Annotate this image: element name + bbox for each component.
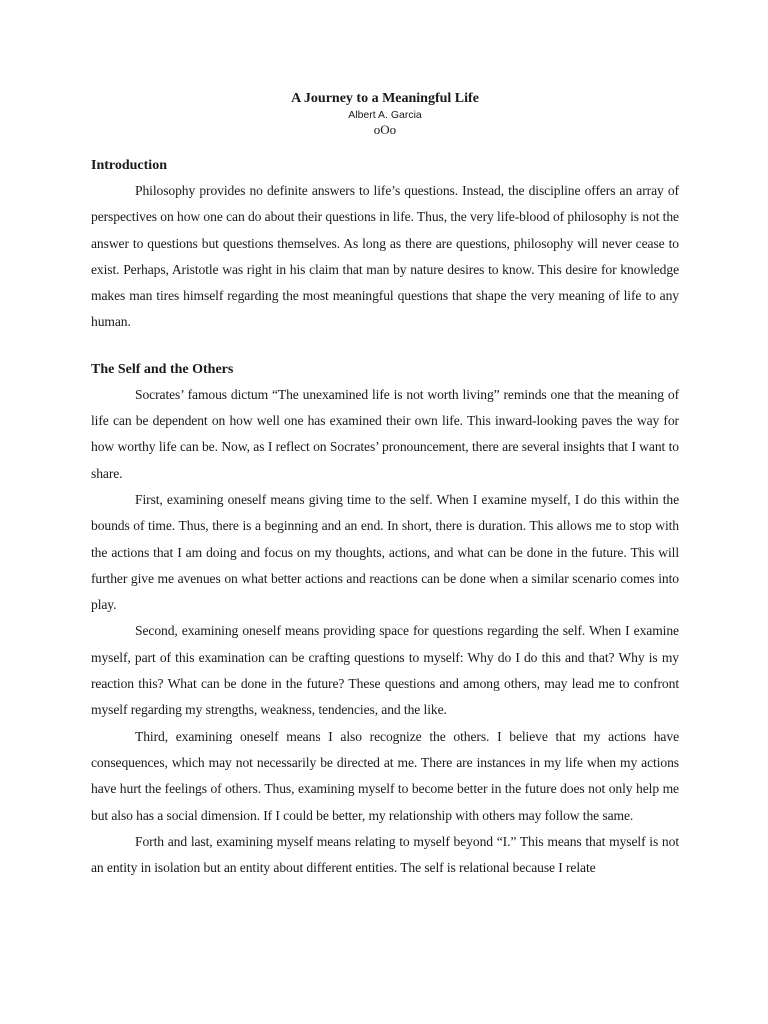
document-author: Albert A. Garcia — [348, 109, 422, 121]
paragraph: Philosophy provides no definite answers to life’s questions. Instead, the discipline offers an array of perspectives on how one can do about their questions in life. Thus, the very life-blood of philosophy is not the answer to questions but questions themselves. As long as there are questions, philosophy will never cease to exist. Perhaps, Aristotle was right in his claim that man by nature desires to know. This desire for knowledge makes man tires himself regarding the most meaningful questions that shape the very meaning of life to any human. — [91, 183, 679, 330]
title-ornament: oOo — [373, 122, 397, 137]
document-title: A Journey to a Meaningful Life — [291, 91, 479, 106]
paragraph: First, examining oneself means giving time to the self. When I examine myself, I do this within the bounds of time. Thus, there is a beginning and an end. In short, there is duration. This allows me to stop with the actions that I am doing and focus on my thoughts, actions, and what can be done in the future. This will further give me avenues on what better actions and reactions can be done when a similar scenario comes into play. — [91, 491, 679, 613]
section-heading-self-and-others: The Self and the Others — [91, 361, 234, 377]
paragraph: Second, examining oneself means providing space for questions regarding the self. When I examine myself, part of this examination can be crafting questions to myself: Why do I do this and that? Why is my reaction this? What can be done in the future? These questions and among others, may lead me to confront myself regarding my strengths, weakness, tendencies, and the like. — [91, 623, 679, 718]
paragraph: Socrates’ famous dictum “The unexamined life is not worth living” reminds one that the meaning of life can be dependent on how well one has examined their own life. This inward-looking paves the way for how worthy life can be. Now, as I reflect on Socrates’ pronouncement, there are several insights that I want to share. — [91, 386, 679, 481]
section-heading-introduction: Introduction — [91, 158, 167, 173]
paragraph: Third, examining oneself means I also recognize the others. I believe that my actions have consequences, which may not necessarily be directed at me. There are instances in my life when my actions have hurt the feelings of others. Thus, examining myself to become better in the future does not only help me but also has a social dimension. If I could be better, my relationship with others may follow the same. — [91, 728, 679, 823]
document-page — [91, 90, 679, 881]
paragraph: Forth and last, examining myself means relating to myself beyond “I.” This means that myself is not an entity in isolation but an entity about different entities. The self is relational because I relate — [91, 833, 679, 876]
